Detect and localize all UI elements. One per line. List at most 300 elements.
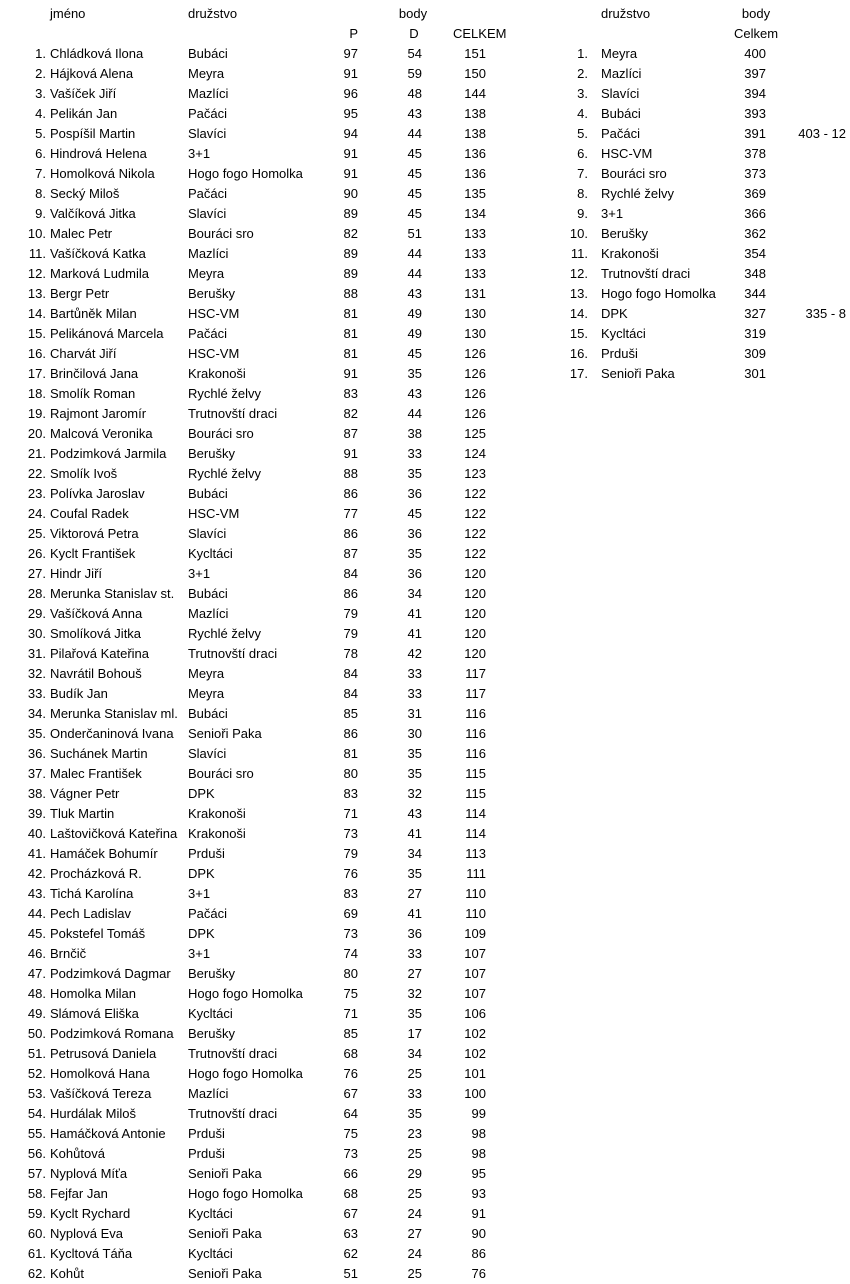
player-rank: 19. [27,406,46,421]
player-p: 96 [343,86,358,101]
player-p: 86 [343,586,358,601]
player-name: Vágner Petr [50,786,120,801]
player-team: Meyra [188,66,225,81]
player-d: 25 [407,1146,422,1161]
player-d: 36 [407,486,422,501]
player-total: 138 [464,126,486,141]
player-rank: 15. [27,326,46,341]
player-d: 44 [407,126,422,141]
player-team: Prduši [188,846,225,861]
team-team: Kycltáci [601,326,646,341]
player-rank: 42. [27,866,46,881]
player-p: 88 [343,466,358,481]
player-team: Pačáci [188,106,228,121]
player-total: 115 [465,766,486,781]
player-p: 80 [343,966,358,981]
team-note: 403 - 12 [798,126,846,141]
player-rank: 9. [35,206,46,221]
player-total: 109 [464,926,486,941]
player-team: Hogo fogo Homolka [188,986,303,1001]
header-team-total: Celkem [733,26,779,41]
player-team: Prduši [188,1146,225,1161]
player-total: 144 [464,86,486,101]
player-name: Polívka Jaroslav [50,486,145,501]
player-name: Pelikán Jan [50,106,118,121]
team-rank: 17. [569,366,588,381]
player-total: 101 [464,1066,486,1081]
player-team: Bubáci [188,486,228,501]
player-team: DPK [188,786,215,801]
player-p: 82 [343,226,358,241]
player-total: 136 [464,146,486,161]
team-team: Krakonoši [601,246,659,261]
player-total: 134 [464,206,486,221]
player-rank: 17. [27,366,46,381]
player-rank: 41. [27,846,46,861]
player-team: Slavíci [188,126,227,141]
player-team: Berušky [188,1026,235,1041]
player-d: 43 [407,386,422,401]
player-rank: 53. [27,1086,46,1101]
player-p: 76 [343,1066,358,1081]
player-d: 45 [407,166,422,181]
team-total: 373 [744,166,766,181]
player-rank: 49. [27,1006,46,1021]
player-rank: 11. [28,246,46,261]
player-d: 38 [407,426,422,441]
player-p: 68 [343,1046,358,1061]
team-team: Rychlé želvy [601,186,674,201]
player-total: 102 [464,1046,486,1061]
player-p: 94 [343,126,358,141]
player-p: 68 [343,1186,358,1201]
team-rank: 6. [577,146,588,161]
team-rank: 5. [577,126,588,141]
team-total: 319 [744,326,766,341]
player-rank: 22. [27,466,46,481]
player-team: Krakonoši [188,366,246,381]
player-team: Meyra [188,666,225,681]
player-d: 35 [407,766,422,781]
player-d: 33 [407,686,422,701]
player-total: 136 [464,166,486,181]
header-team-ranking: družstvo [601,6,651,21]
header-team-points: body [741,6,771,21]
player-total: 122 [464,506,486,521]
player-name: Vašíček Jiří [50,86,117,101]
player-rank: 46. [27,946,46,961]
player-p: 71 [343,806,358,821]
player-p: 66 [343,1166,358,1181]
player-team: Slavíci [188,746,227,761]
player-total: 126 [464,406,486,421]
player-total: 120 [464,606,486,621]
player-d: 45 [407,506,422,521]
player-team: Mazlíci [188,86,229,101]
player-team: Bouráci sro [188,226,254,241]
team-total: 391 [744,126,766,141]
player-rank: 26. [27,546,46,561]
team-rank: 3. [577,86,588,101]
player-d: 17 [407,1026,422,1041]
player-rank: 37. [27,766,46,781]
player-team: 3+1 [188,146,211,161]
player-d: 31 [407,706,422,721]
player-rank: 30. [27,626,46,641]
team-total: 369 [744,186,766,201]
team-team: HSC-VM [601,146,653,161]
player-total: 131 [464,286,486,301]
player-name: Pilařová Kateřina [50,646,149,661]
player-name: Smolík Roman [50,386,136,401]
player-p: 87 [343,426,358,441]
player-team: Kycltáci [188,1006,233,1021]
team-team: Senioři Paka [601,366,675,381]
player-total: 130 [464,326,486,341]
player-d: 35 [407,546,422,561]
player-p: 95 [343,106,358,121]
player-p: 86 [343,726,358,741]
team-team: Bubáci [601,106,641,121]
player-total: 122 [464,526,486,541]
player-d: 41 [407,906,422,921]
team-rank: 12. [569,266,588,281]
player-p: 87 [343,546,358,561]
player-d: 44 [407,266,422,281]
player-rank: 23. [27,486,46,501]
player-total: 93 [471,1186,486,1201]
player-p: 81 [343,306,358,321]
team-total: 354 [744,246,766,261]
player-name: Nyplová Eva [50,1226,123,1241]
player-p: 86 [343,526,358,541]
player-name: Petrusová Daniela [50,1046,157,1061]
player-name: Rajmont Jaromír [50,406,147,421]
player-team: Hogo fogo Homolka [188,1186,303,1201]
team-rank: 13. [569,286,588,301]
player-total: 133 [464,266,486,281]
player-d: 42 [407,646,422,661]
player-total: 102 [464,1026,486,1041]
player-total: 120 [464,566,486,581]
player-rank: 7. [35,166,46,181]
player-p: 74 [343,946,358,961]
player-rank: 61. [27,1246,46,1261]
player-name: Kyclt František [50,546,136,561]
player-p: 86 [343,486,358,501]
player-p: 81 [343,326,358,341]
player-team: DPK [188,926,215,941]
player-total: 126 [464,366,486,381]
player-d: 27 [407,886,422,901]
player-total: 150 [464,66,486,81]
team-total: 400 [744,46,766,61]
player-d: 43 [407,286,422,301]
header-team: družstvo [188,6,238,21]
player-total: 120 [464,586,486,601]
player-name: Brnčič [50,946,87,961]
player-team: HSC-VM [188,506,240,521]
player-d: 25 [407,1266,422,1281]
player-name: Kycltová Táňa [50,1246,133,1261]
player-p: 91 [343,66,358,81]
player-rank: 33. [27,686,46,701]
player-p: 89 [343,246,358,261]
player-total: 123 [464,466,486,481]
player-rank: 5. [35,126,46,141]
player-d: 48 [407,86,422,101]
player-total: 113 [465,846,486,861]
player-rank: 2. [35,66,46,81]
team-team: Slavíci [601,86,640,101]
player-p: 83 [343,886,358,901]
player-rank: 55. [27,1126,46,1141]
player-total: 151 [464,46,486,61]
player-rank: 24. [27,506,46,521]
player-name: Podzimková Jarmila [50,446,167,461]
player-p: 91 [343,146,358,161]
player-name: Fejfar Jan [50,1186,108,1201]
player-p: 80 [343,766,358,781]
player-team: Trutnovští draci [188,406,278,421]
team-team: Bouráci sro [601,166,667,181]
player-rank: 1. [35,46,46,61]
team-rank: 10. [569,226,588,241]
player-team: DPK [188,866,215,881]
player-total: 110 [465,906,486,921]
player-total: 135 [464,186,486,201]
player-team: Rychlé želvy [188,466,261,481]
player-d: 24 [407,1246,422,1261]
player-total: 120 [464,646,486,661]
player-p: 91 [343,166,358,181]
player-p: 89 [343,206,358,221]
player-rank: 34. [27,706,46,721]
player-team: Meyra [188,686,225,701]
player-name: Hamáček Bohumír [50,846,158,861]
player-d: 44 [407,246,422,261]
player-p: 85 [343,1026,358,1041]
player-team: 3+1 [188,566,211,581]
team-total: 378 [744,146,766,161]
player-total: 133 [464,246,486,261]
team-team: Mazlíci [601,66,642,81]
player-p: 91 [343,446,358,461]
player-rank: 6. [35,146,46,161]
player-p: 81 [343,346,358,361]
player-total: 106 [464,1006,486,1021]
player-total: 76 [471,1266,486,1281]
player-d: 41 [407,606,422,621]
player-total: 114 [465,806,486,821]
player-team: Pačáci [188,906,228,921]
team-total: 348 [744,266,766,281]
player-team: Krakonoši [188,826,246,841]
player-rank: 32. [27,666,46,681]
player-total: 100 [464,1086,486,1101]
player-rank: 59. [27,1206,46,1221]
player-name: Slámová Eliška [50,1006,139,1021]
player-name: Pokstefel Tomáš [50,926,146,941]
team-rank: 4. [577,106,588,121]
team-team: Berušky [601,226,648,241]
player-p: 64 [343,1106,358,1121]
team-team: Pačáci [601,126,641,141]
team-team: 3+1 [601,206,624,221]
team-team: Meyra [601,46,638,61]
player-d: 29 [407,1166,422,1181]
player-team: Senioři Paka [188,726,262,741]
player-p: 69 [343,906,358,921]
team-total: 366 [744,206,766,221]
player-name: Procházková R. [50,866,142,881]
team-rank: 2. [577,66,588,81]
player-name: Budík Jan [50,686,108,701]
player-d: 51 [407,226,422,241]
player-name: Podzimková Romana [50,1026,174,1041]
player-name: Malec František [50,766,142,781]
player-p: 89 [343,266,358,281]
player-rank: 31. [27,646,46,661]
player-team: Krakonoši [188,806,246,821]
player-p: 81 [343,746,358,761]
player-d: 35 [407,1006,422,1021]
player-name: Brinčilová Jana [50,366,139,381]
player-p: 78 [343,646,358,661]
player-rank: 21. [27,446,46,461]
player-total: 133 [464,226,486,241]
player-team: Senioři Paka [188,1166,262,1181]
player-total: 116 [465,726,486,741]
player-name: Secký Miloš [50,186,120,201]
player-rank: 13. [27,286,46,301]
player-team: Hogo fogo Homolka [188,166,303,181]
player-total: 91 [471,1206,486,1221]
team-total: 301 [744,366,766,381]
player-total: 90 [471,1226,486,1241]
player-name: Podzimková Dagmar [50,966,171,981]
player-team: Pačáci [188,326,228,341]
player-total: 130 [464,306,486,321]
player-d: 41 [407,826,422,841]
player-d: 32 [407,986,422,1001]
player-name: Tluk Martin [50,806,115,821]
player-name: Tichá Karolína [50,886,134,901]
player-rank: 39. [27,806,46,821]
player-total: 107 [464,946,486,961]
player-d: 54 [407,46,422,61]
player-team: HSC-VM [188,306,240,321]
player-name: Onderčaninová Ivana [50,726,174,741]
player-name: Pospíšil Martin [50,126,136,141]
player-team: Trutnovští draci [188,1046,278,1061]
player-name: Homolková Nikola [50,166,155,181]
player-rank: 60. [27,1226,46,1241]
player-total: 107 [464,986,486,1001]
player-name: Kyclt Rychard [50,1206,131,1221]
player-p: 84 [343,686,358,701]
player-p: 62 [343,1246,358,1261]
player-rank: 58. [27,1186,46,1201]
player-name: Smolík Ivoš [50,466,118,481]
team-team: Trutnovští draci [601,266,691,281]
player-team: Mazlíci [188,1086,229,1101]
player-d: 45 [407,346,422,361]
player-p: 77 [343,506,358,521]
team-total: 393 [744,106,766,121]
player-total: 125 [464,426,486,441]
player-name: Malcová Veronika [50,426,153,441]
player-d: 36 [407,526,422,541]
player-total: 111 [466,866,486,881]
player-team: Berušky [188,446,235,461]
player-team: HSC-VM [188,346,240,361]
player-p: 67 [343,1086,358,1101]
player-p: 75 [343,1126,358,1141]
player-p: 88 [343,286,358,301]
player-rank: 18. [27,386,46,401]
player-rank: 35. [27,726,46,741]
player-d: 34 [407,586,422,601]
player-total: 116 [465,746,486,761]
player-p: 91 [343,366,358,381]
player-p: 82 [343,406,358,421]
player-team: Rychlé želvy [188,386,261,401]
player-name: Coufal Radek [50,506,129,521]
player-p: 51 [343,1266,358,1281]
player-name: Suchánek Martin [50,746,148,761]
team-rank: 11. [570,246,588,261]
team-rank: 14. [569,306,588,321]
player-team: Trutnovští draci [188,1106,278,1121]
player-name: Vašíčková Katka [50,246,146,261]
player-d: 30 [407,726,422,741]
team-total: 362 [744,226,766,241]
player-name: Chládková Ilona [50,46,144,61]
player-name: Malec Petr [50,226,113,241]
player-name: Vašíčková Tereza [50,1086,152,1101]
team-team: Hogo fogo Homolka [601,286,716,301]
team-total: 344 [744,286,766,301]
player-team: Berušky [188,966,235,981]
player-total: 117 [465,686,486,701]
player-p: 73 [343,1146,358,1161]
player-team: Slavíci [188,526,227,541]
team-rank: 7. [577,166,588,181]
player-name: Hurdálak Miloš [50,1106,136,1121]
player-name: Marková Ludmila [50,266,149,281]
player-d: 35 [407,746,422,761]
player-total: 86 [471,1246,486,1261]
player-team: Senioři Paka [188,1266,262,1281]
player-d: 33 [407,666,422,681]
player-rank: 48. [27,986,46,1001]
player-total: 117 [465,666,486,681]
player-rank: 12. [27,266,46,281]
header-p: P [349,26,358,41]
team-total: 309 [744,346,766,361]
player-name: Nyplová Míťa [50,1166,128,1181]
player-p: 73 [343,826,358,841]
player-d: 59 [407,66,422,81]
player-rank: 52. [27,1066,46,1081]
player-name: Pech Ladislav [50,906,131,921]
player-rank: 27. [27,566,46,581]
player-d: 24 [407,1206,422,1221]
player-d: 23 [407,1126,422,1141]
player-rank: 62. [27,1266,46,1281]
player-rank: 44. [27,906,46,921]
